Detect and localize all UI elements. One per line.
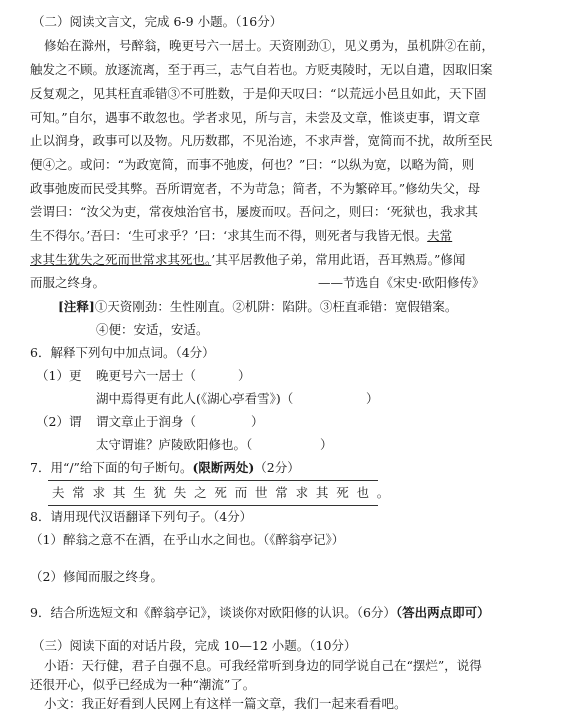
q8-sentence-1: （1）醉翁之意不在酒，在乎山水之间也。（《醉翁亭记》）	[30, 532, 345, 547]
q7-constraint: (限断两处)	[192, 460, 255, 475]
passage-line: 尝谓曰：“汝父为吏，常夜烛治官书，屡废而叹。吾问之，则曰：‘死狱也，我求其	[30, 204, 478, 219]
question-7	[30, 458, 300, 477]
passage-line: 触发之不顾。放逐流离，至于再三，志气自若也。方贬夷陵时，无以自遣，因取旧案	[30, 62, 493, 77]
q6-item: 晚更号六一居士（	[96, 368, 197, 383]
q6-item: 谓文章止于润身（	[96, 414, 197, 429]
q7-stem: 7．用“/”给下面的句子断句。	[30, 460, 193, 475]
q9-stem: 9．结合所选短文和《醉翁亭记》，谈谈你对欧阳修的认识。（6分）	[30, 605, 396, 620]
passage-text: ’其平居教他子弟，常用此语，吾耳熟焉。”修闻	[211, 252, 466, 267]
dialogue-line: 小文：我正好看到人民网上有这样一篇文章，我们一起来看看吧。	[44, 696, 407, 711]
source-citation: ——节选自《宋史·欧阳修传》	[318, 275, 485, 290]
section-heading: （三）阅读下面的对话片段，完成 10—12 小题。（10分）	[32, 638, 357, 653]
dialogue-line: 还很开心，似乎已经成为一种“潮流”了。	[30, 677, 256, 692]
passage-line: 可知。”自尔，遇事不敢忽也。学者求见，所与言，未尝及文章，惟谈吏事，谓文章	[30, 110, 481, 125]
question-8: 8．请用现代汉语翻译下列句子。（4分）	[30, 509, 253, 524]
passage-line: 政事弛废而民受其弊。吾所谓宽者，不为苛急；简者，不为繁碎耳。”修幼失父，母	[30, 181, 481, 196]
notes-text: ①天资刚劲：生性刚直。②机阱：陷阱。③枉直乖错：宽假错案。	[94, 299, 458, 314]
q7-sentence-box	[48, 480, 398, 506]
section-heading: （二）阅读文言文，完成 6-9 小题。（16分）	[32, 14, 283, 29]
passage-line: 反复观之，见其枉直乖错③不可胜数，于是仰天叹曰：“以荒远小邑且如此，天下固	[30, 86, 487, 101]
question-9	[30, 603, 490, 622]
passage-line	[30, 226, 452, 245]
q6-answer-close: ）	[238, 368, 251, 383]
q7-points: （2分）	[254, 460, 300, 475]
passage-line: 修始在滁州，号醉翁，晚更号六一居士。天资刚劲①，见义勇为，虽机阱②在前，	[44, 38, 495, 53]
q6-answer-close: ）	[320, 437, 333, 452]
q6-label-1: （1）更	[36, 368, 82, 383]
underlined-phrase: 求其生犹失之死而世常求其死也。	[30, 252, 212, 267]
q7-sentence[interactable]: 夫常求其生犹失之死而世常求其死也。	[52, 485, 398, 500]
passage-text: 生不得尔。’吾曰：‘生可求乎？’曰：‘求其生而不得，则死者与我皆无恨。	[30, 228, 428, 243]
q6-item: 太守谓谁？庐陵欧阳修也。（	[96, 437, 253, 452]
passage-line: 便④之。或问：“为政宽简，而事不弛废，何也？”曰：“以纵为宽，以略为简，则	[30, 157, 475, 172]
question-6: 6．解释下列句中加点词。（4分）	[30, 345, 215, 360]
dialogue-line: 小语：天行健，君子自强不息。可我经常听到身边的同学说自己在“摆烂”，说得	[44, 658, 482, 673]
notes-text: ④便：安适，安适。	[96, 322, 209, 337]
notes-label: [注释]	[58, 299, 95, 314]
passage-line: 止以润身，政事可以及物。凡历数郡，不见治迹，不求声誉，宽简而不扰，故所至民	[30, 133, 493, 148]
passage-line	[30, 250, 465, 269]
q6-label-2: （2）谓	[36, 414, 82, 429]
underlined-phrase: 夫常	[427, 228, 453, 243]
passage-line: 而服之终身。	[30, 275, 106, 290]
q8-sentence-2: （2）修闻而服之终身。	[30, 569, 163, 584]
q6-item: 湖中焉得更有此人(《湖心亭看雪》)（	[96, 391, 294, 406]
q6-answer-close: ）	[366, 391, 379, 406]
q6-answer-close: ）	[251, 414, 264, 429]
q9-constraint: （答出两点即可）	[395, 605, 490, 620]
notes	[58, 297, 457, 316]
